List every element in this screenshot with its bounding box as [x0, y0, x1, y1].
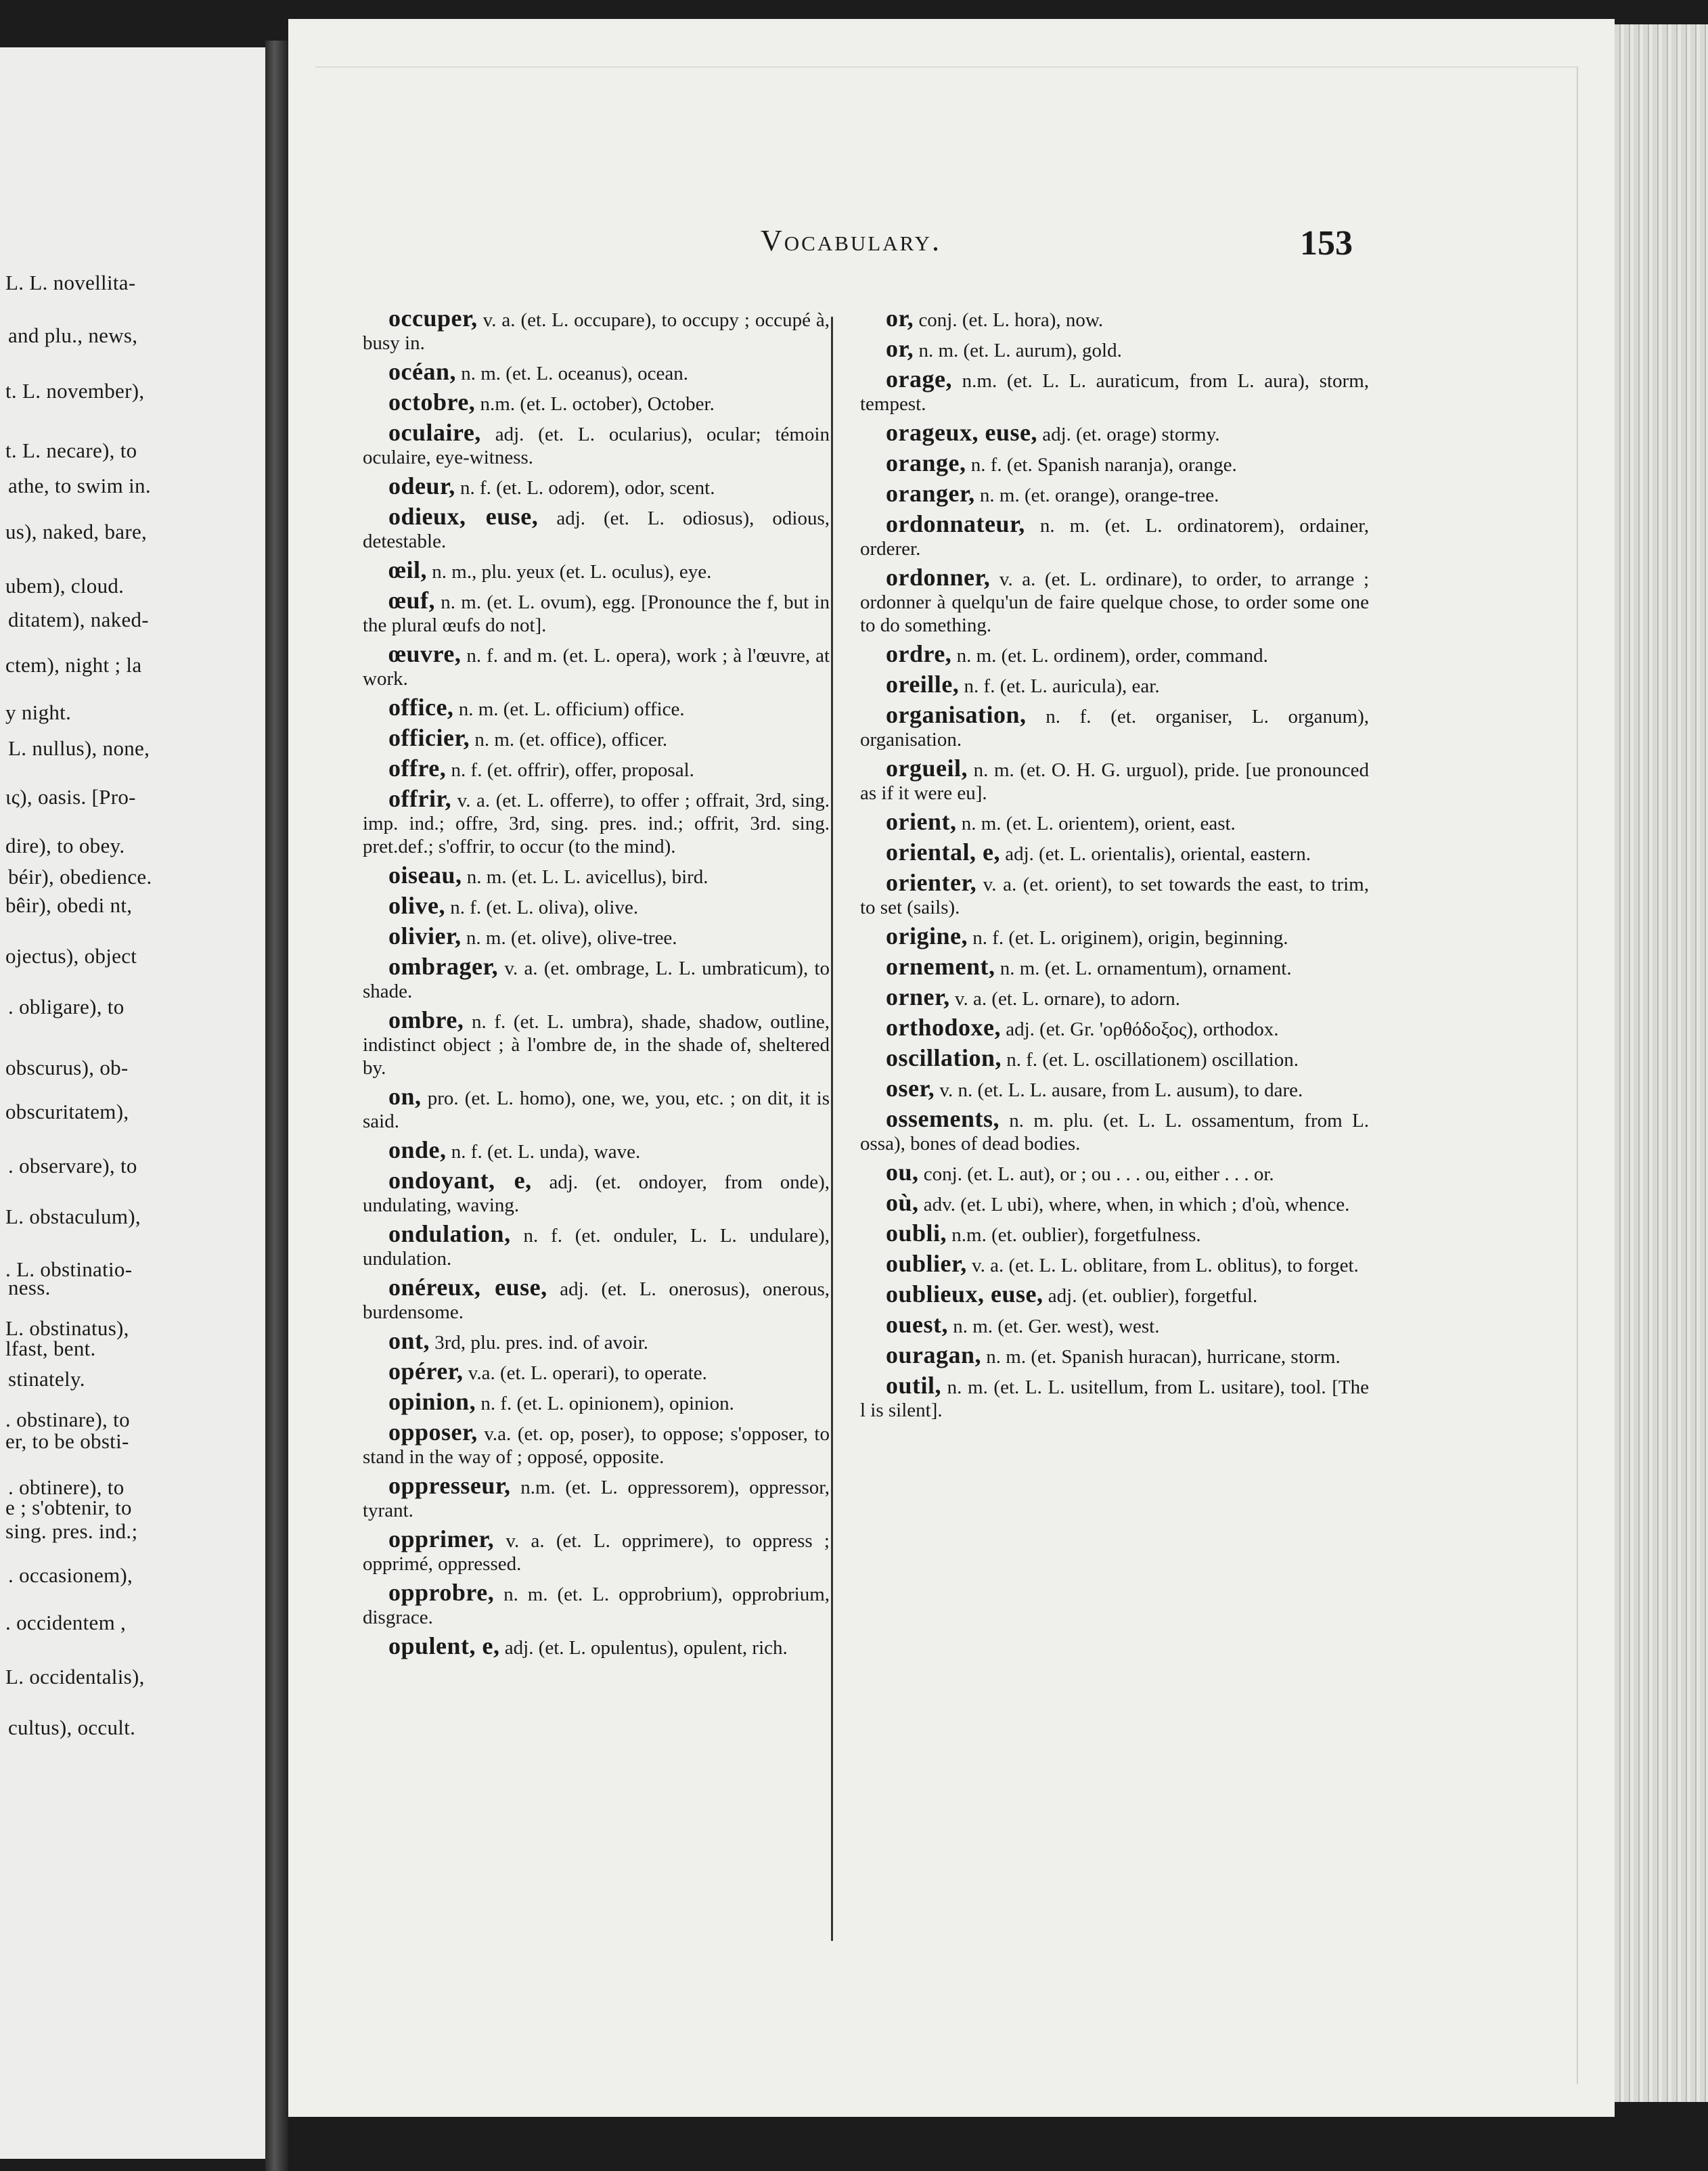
entry-definition: n. f. (et. L. auricula), ear.: [964, 675, 1160, 697]
entry-headword: origine,: [886, 922, 968, 949]
entry-headword: orient,: [886, 808, 957, 835]
entry-definition: n. f. and m. (et. L. opera), work ; à l'œuvre, at work.: [363, 645, 830, 690]
left-page-fragment: t. L. necare), to: [5, 439, 137, 462]
entry-definition: v. a. (et. ombrage, L. L. umbraticum), to shade.: [363, 958, 830, 1002]
entry-headword: ouragan,: [886, 1341, 982, 1368]
entry-definition: adj. (et. Gr. 'ορθόδοξος), orthodox.: [1006, 1019, 1279, 1040]
entry-definition: adv. (et. L ubi), where, when, in which ; d'où, whence.: [923, 1194, 1350, 1215]
entry-definition: n. m. (et. L. ordinatorem), ordainer, orderer.: [860, 515, 1370, 560]
entry-definition: adj. (et. oublier), forgetful.: [1048, 1285, 1258, 1307]
dictionary-entry: [363, 1222, 830, 1270]
entry-headword: oublier,: [886, 1250, 967, 1277]
entry-headword: ondoyant, e,: [388, 1167, 532, 1194]
dictionary-entry: [860, 955, 1369, 980]
dictionary-entry: [860, 1282, 1369, 1307]
entry-headword: ossements,: [886, 1105, 999, 1132]
dictionary-entry: [860, 451, 1369, 476]
dictionary-entry: [860, 482, 1369, 507]
entry-headword: ou,: [886, 1159, 919, 1186]
entry-headword: où,: [886, 1189, 919, 1216]
entry-headword: offrir,: [388, 785, 452, 812]
left-page-fragment: dire), to obey.: [5, 834, 125, 857]
right-page: [288, 19, 1615, 2117]
entry-definition: n. m. (et. olive), olive-tree.: [466, 927, 677, 949]
dictionary-entry: [860, 1107, 1369, 1155]
left-page-fragment: y night.: [5, 700, 72, 724]
entry-definition: n. f. (et. L. oliva), olive.: [450, 897, 639, 918]
left-page-fragment: béir), obedience.: [8, 865, 152, 889]
dictionary-entry: [860, 1077, 1369, 1102]
entry-definition: adj. (et. L. orientalis), oriental, eastern.: [1005, 843, 1311, 865]
dictionary-entry: [860, 924, 1369, 949]
dictionary-entry: [860, 871, 1369, 919]
entry-headword: onéreux, euse,: [388, 1274, 547, 1301]
entry-headword: organisation,: [886, 701, 1027, 728]
entry-definition: n. m., plu. yeux (et. L. oculus), eye.: [432, 561, 712, 583]
entry-definition: n. f. (et. L. oscillationem) oscillation.: [1006, 1049, 1299, 1071]
entry-headword: œuf,: [388, 587, 436, 614]
dictionary-entry: [363, 861, 830, 889]
dictionary-entry: [363, 1390, 830, 1415]
entry-definition: n. m. (et. Spanish huracan), hurricane, storm.: [986, 1346, 1341, 1368]
entry-definition: adj. (et. L. odiosus), odious, detestable.: [363, 508, 830, 552]
entry-headword: ornement,: [886, 953, 995, 980]
left-page-fragment: cultus), occult.: [8, 1716, 136, 1739]
entry-headword: océan,: [388, 358, 456, 385]
dictionary-entry: [860, 1374, 1369, 1422]
left-page-fragment: L. obstaculum),: [5, 1205, 141, 1228]
entry-headword: oranger,: [886, 480, 975, 507]
entry-headword: offre,: [388, 755, 447, 782]
entry-headword: onde,: [388, 1136, 447, 1163]
book-gutter: [265, 41, 288, 2171]
entry-headword: oreille,: [886, 671, 960, 698]
left-page-fragment: stinately.: [8, 1367, 85, 1391]
entry-headword: oriental, e,: [886, 838, 1000, 866]
left-page-fragment: L. occidentalis),: [5, 1665, 145, 1688]
left-page-fragment: . occasionem),: [8, 1563, 133, 1587]
entry-headword: ouest,: [886, 1311, 948, 1338]
entry-definition: n. f. (et. offrir), offer, proposal.: [451, 759, 694, 781]
dictionary-entry: [363, 1360, 830, 1385]
dictionary-entry: [363, 360, 830, 385]
entry-headword: on,: [388, 1083, 422, 1110]
dictionary-entry: [860, 1161, 1369, 1186]
dictionary-entry: [860, 1219, 1369, 1247]
entry-headword: ordre,: [886, 640, 952, 667]
left-column: [363, 307, 830, 1665]
entry-headword: officier,: [388, 724, 470, 751]
entry-definition: n. m. (et. orange), orange-tree.: [979, 485, 1219, 506]
entry-headword: oubli,: [886, 1219, 947, 1247]
entry-headword: or,: [886, 305, 914, 332]
left-page-fragment: us), naked, bare,: [5, 520, 148, 543]
left-page-fragment: and plu., news,: [8, 323, 138, 347]
entry-definition: adj. (et. L. onerosus), onerous, burdensome.: [363, 1278, 830, 1323]
entry-definition: n. f. (et. Spanish naranja), orange.: [970, 454, 1237, 476]
entry-definition: n. m. (et. Ger. west), west.: [953, 1316, 1160, 1337]
entry-definition: n. f. (et. onduler, L. L. undulare), undulation.: [363, 1225, 830, 1270]
dictionary-entry: [860, 1343, 1369, 1368]
entry-headword: ombrager,: [388, 953, 499, 980]
dictionary-entry: [363, 1527, 830, 1575]
entry-definition: n. f. (et. organiser, L. organum), organisation.: [860, 706, 1369, 751]
dictionary-entry: [363, 924, 830, 949]
entry-definition: n. m. (et. L. ordinem), order, command.: [956, 645, 1268, 667]
entry-definition: v. a. (et. L. L. oblitare, from L. oblitus), to forget.: [971, 1255, 1359, 1276]
entry-headword: ombre,: [388, 1006, 464, 1033]
dictionary-entry: [363, 589, 830, 637]
left-page-fragment: er, to be obsti-: [5, 1429, 129, 1453]
dictionary-entry: [860, 1313, 1369, 1338]
left-page-fragment: ctem), night ; la: [5, 653, 142, 677]
dictionary-entry: [363, 474, 830, 499]
entry-definition: n. f. (et. L. originem), origin, beginning.: [972, 927, 1288, 949]
left-page-fragment: lfast, bent.: [5, 1337, 96, 1360]
left-page-fragment: . obstinare), to: [5, 1408, 130, 1431]
left-page-fragment: obscuritatem),: [5, 1100, 129, 1123]
left-page-fragment: . obtinere), to: [8, 1475, 125, 1499]
entry-definition: n. f. (et. L. opinionem), opinion.: [480, 1393, 734, 1414]
entry-definition: n. f. (et. L. odorem), odor, scent.: [459, 477, 715, 499]
dictionary-entry: [860, 838, 1369, 866]
left-page-fragment: . observare), to: [8, 1154, 137, 1178]
entry-headword: orgueil,: [886, 755, 968, 782]
dictionary-entry: [363, 1634, 830, 1659]
left-page-fragment: . L. obstinatio-: [5, 1257, 133, 1281]
dictionary-entry: [860, 421, 1369, 446]
entry-headword: oser,: [886, 1075, 935, 1102]
entry-headword: olive,: [388, 892, 445, 919]
dictionary-entry: [363, 1474, 830, 1522]
entry-headword: office,: [388, 694, 454, 721]
entry-definition: v. a. (et. orient), to set towards the east, to trim, to set (sails).: [860, 874, 1369, 918]
dictionary-entry: [363, 1420, 830, 1469]
entry-headword: orange,: [886, 449, 966, 476]
entry-definition: adj. (et. L. ocularius), ocular; témoin oculaire, eye-witness.: [363, 424, 830, 468]
dictionary-entry: [860, 307, 1369, 332]
dictionary-entry: [860, 673, 1369, 698]
right-column: [860, 307, 1369, 1427]
entry-headword: opinion,: [388, 1388, 476, 1415]
left-page-fragment: ις), oasis. [Pro-: [5, 785, 136, 809]
dictionary-entry: [860, 757, 1369, 805]
entry-definition: n. f. (et. L. umbra), shade, shadow, outline, indistinct object ; à l'ombre de, in the shade of, sheltered by.: [363, 1011, 830, 1079]
left-page-fragment: bêir), obedi nt,: [5, 893, 133, 917]
entry-definition: n. m. (et. L. oceanus), ocean.: [461, 363, 689, 384]
dictionary-entry: [363, 307, 830, 355]
entry-headword: oscillation,: [886, 1044, 1002, 1071]
dictionary-entry: [860, 642, 1369, 667]
entry-headword: octobre,: [388, 388, 476, 416]
entry-headword: opérer,: [388, 1358, 464, 1385]
entry-definition: n.m. (et. oublier), forgetfulness.: [951, 1224, 1201, 1246]
dictionary-entry: [363, 390, 830, 416]
entry-definition: n.m. (et. L. october), October.: [480, 393, 715, 415]
dictionary-entry: [860, 1016, 1369, 1041]
dictionary-entry: [860, 1252, 1369, 1277]
entry-headword: orageux, euse,: [886, 419, 1037, 446]
left-page-fragment: e ; s'obtenir, to: [5, 1496, 132, 1519]
entry-headword: oculaire,: [388, 419, 481, 446]
entry-definition: pro. (et. L. homo), one, we, you, etc. ; on dit, it is said.: [363, 1088, 830, 1132]
entry-headword: oublieux, euse,: [886, 1280, 1043, 1307]
dictionary-entry: [363, 757, 830, 782]
entry-headword: occuper,: [388, 305, 478, 332]
dictionary-entry: [363, 505, 830, 553]
entry-headword: oppresseur,: [388, 1472, 511, 1499]
entry-definition: n. m. (et. O. H. G. urguol), pride. [ue pronounced as if it were eu].: [860, 759, 1369, 804]
entry-definition: n. m. (et. L. ovum), egg. [Pronounce the f, but in the plural œufs do not].: [363, 591, 830, 636]
dictionary-entry: [860, 985, 1369, 1010]
left-page-fragment: t. L. november),: [5, 379, 145, 403]
entry-headword: opprobre,: [388, 1579, 495, 1606]
entry-definition: v. a. (et. L. ordinare), to order, to arrange ; ordonner à quelqu'un de faire quelque chose, to order some one to do something.: [860, 568, 1370, 636]
entry-definition: n. m. (et. L. ornamentum), ornament.: [999, 958, 1292, 979]
dictionary-entry: [363, 726, 830, 751]
dictionary-entry: [363, 1276, 830, 1324]
entry-headword: odieux, euse,: [388, 503, 539, 530]
dictionary-entry: [860, 703, 1369, 751]
entry-definition: v.a. (et. L. operari), to operate.: [468, 1362, 707, 1384]
left-page-fragment: ojectus), object: [5, 944, 137, 968]
entry-definition: n. m. (et. office), officer.: [474, 729, 668, 751]
column-rule: [831, 317, 833, 1941]
entry-definition: n. m. (et. L. opprobrium), opprobrium, disgrace.: [363, 1584, 830, 1628]
left-page-fragment: . obligare), to: [8, 995, 125, 1019]
left-page-fragment: ness.: [8, 1276, 51, 1299]
entry-definition: n. m. (et. L. aurum), gold.: [918, 340, 1122, 361]
dictionary-entry: [363, 558, 830, 583]
entry-headword: odeur,: [388, 472, 455, 499]
entry-headword: olivier,: [388, 922, 462, 949]
dictionary-entry: [363, 955, 830, 1003]
left-page-fragment: L. nullus), none,: [8, 736, 150, 760]
dictionary-entry: [860, 566, 1369, 637]
entry-headword: œil,: [388, 556, 428, 583]
entry-definition: n. m. (et. L. L. usitellum, from L. usitare), tool. [The l is silent].: [860, 1377, 1369, 1421]
left-page: [0, 47, 265, 2159]
left-page-fragment: L. L. novellita-: [5, 271, 136, 294]
entry-definition: conj. (et. L. aut), or ; ou . . . ou, either . . . or.: [923, 1163, 1274, 1185]
entry-definition: adj. (et. ondoyer, from onde), undulating, waving.: [363, 1171, 830, 1216]
dictionary-entry: [860, 512, 1369, 560]
entry-headword: ordonnateur,: [886, 510, 1025, 537]
left-page-fragment: ditatem), naked-: [8, 608, 149, 631]
dictionary-entry: [860, 1191, 1369, 1216]
entry-headword: orienter,: [886, 869, 977, 896]
entry-definition: v. a. (et. L. occupare), to occupy ; occupé à, busy in.: [363, 309, 830, 354]
dictionary-entry: [363, 787, 830, 858]
entry-headword: ondulation,: [388, 1220, 511, 1247]
dictionary-entry: [363, 1329, 830, 1354]
entry-headword: or,: [886, 335, 914, 362]
entry-definition: n. m. (et. L. orientem), orient, east.: [961, 813, 1236, 834]
entry-headword: opprimer,: [388, 1525, 495, 1552]
left-page-fragment: . occidentem ,: [5, 1611, 127, 1634]
dictionary-entry: [363, 1008, 830, 1079]
entry-definition: 3rd, plu. pres. ind. of avoir.: [434, 1332, 648, 1353]
dictionary-entry: [363, 696, 830, 721]
entry-headword: opulent, e,: [388, 1632, 500, 1659]
entry-definition: n. f. (et. L. unda), wave.: [451, 1141, 641, 1163]
entry-definition: v. a. (et. L. offerre), to offer ; offrait, 3rd, sing. imp. ind.; offre, 3rd, sing. pres. ind.; offrit, 3rd. sing. pret.def.; s'offrir, to occur (to the mind).: [363, 790, 830, 857]
left-page-fragment: ubem), cloud.: [5, 574, 125, 598]
running-head: Vocabulary.: [761, 224, 941, 257]
entry-definition: n.m. (et. L. oppressorem), oppressor, tyrant.: [363, 1477, 830, 1521]
dictionary-entry: [363, 1581, 830, 1629]
left-page-fragment: L. obstinatus),: [5, 1316, 129, 1340]
left-page-fragment: athe, to swim in.: [8, 474, 151, 497]
dictionary-entry: [363, 642, 830, 690]
page-number: 153: [1300, 224, 1353, 263]
entry-definition: v.a. (et. op, poser), to oppose; s'opposer, to stand in the way of ; opposé, opposite.: [363, 1423, 830, 1468]
dictionary-entry: [363, 1169, 830, 1217]
dictionary-entry: [363, 894, 830, 919]
entry-definition: v. n. (et. L. L. ausare, from L. ausum), to dare.: [939, 1079, 1303, 1101]
dictionary-entry: [363, 1085, 830, 1133]
dictionary-entry: [860, 367, 1369, 416]
entry-definition: adj. (et. orage) stormy.: [1042, 424, 1220, 445]
entry-headword: œuvre,: [388, 640, 462, 667]
entry-headword: oiseau,: [388, 861, 462, 889]
entry-definition: n. m. (et. L. officium) office.: [458, 698, 685, 720]
entry-headword: ordonner,: [886, 564, 991, 591]
entry-headword: opposer,: [388, 1418, 478, 1446]
dictionary-entry: [363, 421, 830, 469]
entry-headword: ont,: [388, 1327, 430, 1354]
page-edges: [1615, 24, 1708, 2102]
entry-definition: adj. (et. L. opulentus), opulent, rich.: [504, 1637, 788, 1659]
entry-headword: orthodoxe,: [886, 1014, 1001, 1041]
dictionary-entry: [860, 1046, 1369, 1071]
entry-definition: n. m. (et. L. L. avicellus), bird.: [466, 866, 709, 888]
dictionary-entry: [363, 1138, 830, 1163]
dictionary-entry: [860, 810, 1369, 835]
dictionary-entry: [860, 337, 1369, 362]
entry-headword: orner,: [886, 983, 950, 1010]
entry-headword: orage,: [886, 365, 952, 393]
entry-definition: n.m. (et. L. L. auraticum, from L. aura), storm, tempest.: [860, 370, 1370, 415]
left-page-fragment: obscurus), ob-: [5, 1056, 129, 1079]
entry-definition: v. a. (et. L. opprimere), to oppress ; opprimé, oppressed.: [363, 1530, 830, 1575]
entry-definition: n. m. plu. (et. L. L. ossamentum, from L. ossa), bones of dead bodies.: [860, 1110, 1369, 1155]
entry-headword: outil,: [886, 1372, 942, 1399]
entry-definition: v. a. (et. L. ornare), to adorn.: [954, 988, 1180, 1010]
entry-definition: conj. (et. L. hora), now.: [918, 309, 1104, 331]
left-page-fragment: sing. pres. ind.;: [5, 1519, 138, 1543]
